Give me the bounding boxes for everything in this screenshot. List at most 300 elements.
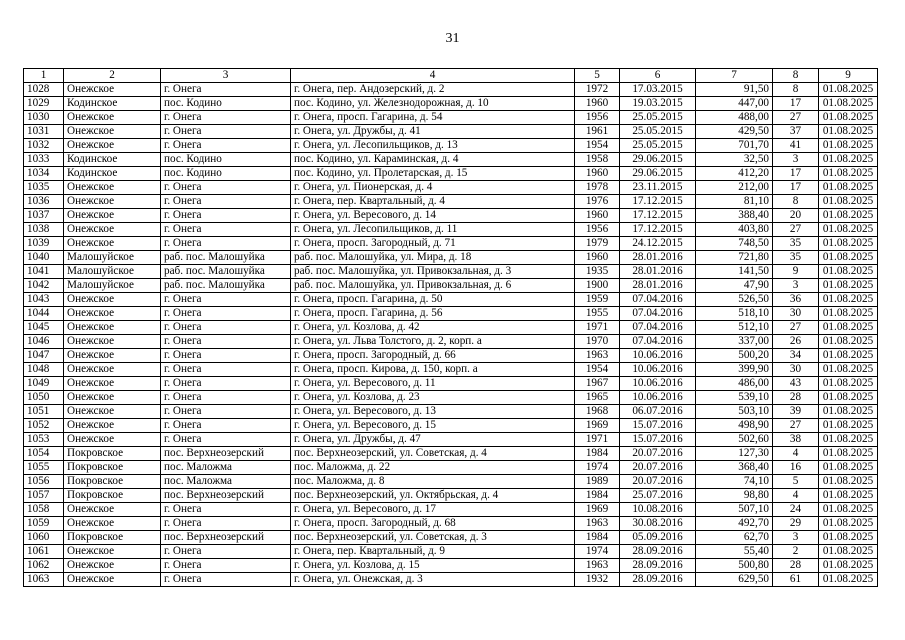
municipality-cell: Онежское: [64, 335, 161, 349]
recognition-date-cell: 05.09.2016: [620, 531, 696, 545]
locality-cell: г. Онега: [161, 391, 291, 405]
municipality-cell: Покровское: [64, 447, 161, 461]
table-row: [24, 461, 878, 475]
area-cell: 212,00: [696, 181, 773, 195]
table-row: [24, 167, 878, 181]
residents-count-cell: 30: [773, 363, 819, 377]
table-row: [24, 545, 878, 559]
recognition-date-cell: 28.09.2016: [620, 545, 696, 559]
address-cell: раб. пос. Малошуйка, ул. Привокзальная, д. 3: [291, 265, 575, 279]
locality-cell: г. Онега: [161, 195, 291, 209]
record-number-cell: 1045: [24, 321, 64, 335]
locality-cell: г. Онега: [161, 503, 291, 517]
deadline-date-cell: 01.08.2025: [819, 139, 878, 153]
deadline-date-cell: 01.08.2025: [819, 321, 878, 335]
year-built-cell: 1967: [575, 377, 620, 391]
record-number-cell: 1046: [24, 335, 64, 349]
table-row: [24, 349, 878, 363]
address-cell: г. Онега, просп. Загородный, д. 71: [291, 237, 575, 251]
record-number-cell: 1040: [24, 251, 64, 265]
municipality-cell: Малошуйское: [64, 251, 161, 265]
locality-cell: г. Онега: [161, 335, 291, 349]
year-built-cell: 1960: [575, 97, 620, 111]
recognition-date-cell: 25.05.2015: [620, 125, 696, 139]
residents-count-cell: 27: [773, 419, 819, 433]
deadline-date-cell: 01.08.2025: [819, 279, 878, 293]
year-built-cell: 1978: [575, 181, 620, 195]
deadline-date-cell: 01.08.2025: [819, 167, 878, 181]
area-cell: 368,40: [696, 461, 773, 475]
address-cell: г. Онега, просп. Загородный, д. 68: [291, 517, 575, 531]
year-built-cell: 1960: [575, 251, 620, 265]
locality-cell: г. Онега: [161, 377, 291, 391]
table-row: [24, 335, 878, 349]
record-number-cell: 1043: [24, 293, 64, 307]
residents-count-cell: 16: [773, 461, 819, 475]
address-cell: г. Онега, ул. Козлова, д. 15: [291, 559, 575, 573]
column-header: 7: [696, 69, 773, 83]
deadline-date-cell: 01.08.2025: [819, 503, 878, 517]
area-cell: 447,00: [696, 97, 773, 111]
recognition-date-cell: 07.04.2016: [620, 321, 696, 335]
table-row: [24, 475, 878, 489]
year-built-cell: 1954: [575, 139, 620, 153]
locality-cell: г. Онега: [161, 405, 291, 419]
recognition-date-cell: 28.01.2016: [620, 265, 696, 279]
recognition-date-cell: 07.04.2016: [620, 335, 696, 349]
recognition-date-cell: 25.05.2015: [620, 139, 696, 153]
area-cell: 403,80: [696, 223, 773, 237]
residents-count-cell: 2: [773, 545, 819, 559]
page-number: 31: [445, 31, 460, 46]
table-row: [24, 307, 878, 321]
address-cell: пос. Кодино, ул. Железнодорожная, д. 10: [291, 97, 575, 111]
record-number-cell: 1053: [24, 433, 64, 447]
recognition-date-cell: 20.07.2016: [620, 475, 696, 489]
residents-count-cell: 26: [773, 335, 819, 349]
record-number-cell: 1041: [24, 265, 64, 279]
area-cell: 47,90: [696, 279, 773, 293]
recognition-date-cell: 25.07.2016: [620, 489, 696, 503]
municipality-cell: Кодинское: [64, 167, 161, 181]
municipality-cell: Онежское: [64, 181, 161, 195]
year-built-cell: 1974: [575, 545, 620, 559]
locality-cell: пос. Кодино: [161, 97, 291, 111]
municipality-cell: Малошуйское: [64, 265, 161, 279]
table-row: [24, 503, 878, 517]
municipality-cell: Онежское: [64, 293, 161, 307]
residents-count-cell: 34: [773, 349, 819, 363]
area-cell: 498,90: [696, 419, 773, 433]
address-cell: г. Онега, ул. Вересового, д. 15: [291, 419, 575, 433]
municipality-cell: Онежское: [64, 83, 161, 97]
record-number-cell: 1035: [24, 181, 64, 195]
table-row: [24, 559, 878, 573]
table-row: [24, 377, 878, 391]
municipality-cell: Покровское: [64, 531, 161, 545]
residents-count-cell: 35: [773, 251, 819, 265]
residents-count-cell: 35: [773, 237, 819, 251]
residents-count-cell: 43: [773, 377, 819, 391]
year-built-cell: 1972: [575, 83, 620, 97]
header-row: [24, 69, 878, 83]
year-built-cell: 1989: [575, 475, 620, 489]
deadline-date-cell: 01.08.2025: [819, 531, 878, 545]
municipality-cell: Онежское: [64, 195, 161, 209]
address-cell: г. Онега, просп. Гагарина, д. 54: [291, 111, 575, 125]
deadline-date-cell: 01.08.2025: [819, 111, 878, 125]
housing-register-table: [23, 68, 878, 587]
deadline-date-cell: 01.08.2025: [819, 573, 878, 587]
residents-count-cell: 9: [773, 265, 819, 279]
residents-count-cell: 3: [773, 531, 819, 545]
record-number-cell: 1033: [24, 153, 64, 167]
municipality-cell: Онежское: [64, 209, 161, 223]
deadline-date-cell: 01.08.2025: [819, 97, 878, 111]
table-row: [24, 447, 878, 461]
table-row: [24, 139, 878, 153]
municipality-cell: Кодинское: [64, 97, 161, 111]
column-header: 4: [291, 69, 575, 83]
recognition-date-cell: 17.03.2015: [620, 83, 696, 97]
record-number-cell: 1039: [24, 237, 64, 251]
municipality-cell: Онежское: [64, 223, 161, 237]
residents-count-cell: 24: [773, 503, 819, 517]
deadline-date-cell: 01.08.2025: [819, 391, 878, 405]
record-number-cell: 1032: [24, 139, 64, 153]
residents-count-cell: 17: [773, 97, 819, 111]
locality-cell: г. Онега: [161, 363, 291, 377]
recognition-date-cell: 10.06.2016: [620, 363, 696, 377]
municipality-cell: Онежское: [64, 363, 161, 377]
municipality-cell: Онежское: [64, 503, 161, 517]
year-built-cell: 1963: [575, 349, 620, 363]
deadline-date-cell: 01.08.2025: [819, 349, 878, 363]
table-row: [24, 111, 878, 125]
recognition-date-cell: 28.09.2016: [620, 559, 696, 573]
residents-count-cell: 28: [773, 391, 819, 405]
recognition-date-cell: 20.07.2016: [620, 447, 696, 461]
area-cell: 502,60: [696, 433, 773, 447]
recognition-date-cell: 10.08.2016: [620, 503, 696, 517]
locality-cell: г. Онега: [161, 223, 291, 237]
area-cell: 512,10: [696, 321, 773, 335]
address-cell: г. Онега, ул. Вересового, д. 17: [291, 503, 575, 517]
recognition-date-cell: 17.12.2015: [620, 209, 696, 223]
year-built-cell: 1971: [575, 321, 620, 335]
table-row: [24, 181, 878, 195]
record-number-cell: 1057: [24, 489, 64, 503]
municipality-cell: Покровское: [64, 475, 161, 489]
table-row: [24, 279, 878, 293]
year-built-cell: 1984: [575, 447, 620, 461]
residents-count-cell: 27: [773, 223, 819, 237]
locality-cell: г. Онега: [161, 349, 291, 363]
column-header: 2: [64, 69, 161, 83]
locality-cell: г. Онега: [161, 517, 291, 531]
deadline-date-cell: 01.08.2025: [819, 489, 878, 503]
municipality-cell: Онежское: [64, 517, 161, 531]
address-cell: г. Онега, просп. Кирова, д. 150, корп. а: [291, 363, 575, 377]
residents-count-cell: 4: [773, 447, 819, 461]
column-header: 9: [819, 69, 878, 83]
year-built-cell: 1970: [575, 335, 620, 349]
year-built-cell: 1954: [575, 363, 620, 377]
residents-count-cell: 3: [773, 153, 819, 167]
table-row: [24, 251, 878, 265]
area-cell: 486,00: [696, 377, 773, 391]
residents-count-cell: 61: [773, 573, 819, 587]
area-cell: 500,20: [696, 349, 773, 363]
locality-cell: раб. пос. Малошуйка: [161, 251, 291, 265]
locality-cell: пос. Верхнеозерский: [161, 489, 291, 503]
address-cell: г. Онега, ул. Лесопильщиков, д. 11: [291, 223, 575, 237]
area-cell: 55,40: [696, 545, 773, 559]
locality-cell: г. Онега: [161, 111, 291, 125]
residents-count-cell: 8: [773, 83, 819, 97]
area-cell: 507,10: [696, 503, 773, 517]
locality-cell: раб. пос. Малошуйка: [161, 279, 291, 293]
table-body: [24, 83, 878, 587]
deadline-date-cell: 01.08.2025: [819, 307, 878, 321]
address-cell: г. Онега, ул. Вересового, д. 13: [291, 405, 575, 419]
residents-count-cell: 37: [773, 125, 819, 139]
recognition-date-cell: 25.05.2015: [620, 111, 696, 125]
recognition-date-cell: 10.06.2016: [620, 377, 696, 391]
address-cell: г. Онега, просп. Гагарина, д. 56: [291, 307, 575, 321]
municipality-cell: Покровское: [64, 489, 161, 503]
record-number-cell: 1029: [24, 97, 64, 111]
deadline-date-cell: 01.08.2025: [819, 335, 878, 349]
area-cell: 526,50: [696, 293, 773, 307]
address-cell: раб. пос. Малошуйка, ул. Мира, д. 18: [291, 251, 575, 265]
deadline-date-cell: 01.08.2025: [819, 419, 878, 433]
municipality-cell: Онежское: [64, 433, 161, 447]
residents-count-cell: 28: [773, 559, 819, 573]
deadline-date-cell: 01.08.2025: [819, 195, 878, 209]
address-cell: г. Онега, ул. Лесопильщиков, д. 13: [291, 139, 575, 153]
municipality-cell: Онежское: [64, 321, 161, 335]
recognition-date-cell: 28.01.2016: [620, 279, 696, 293]
year-built-cell: 1974: [575, 461, 620, 475]
year-built-cell: 1971: [575, 433, 620, 447]
locality-cell: г. Онега: [161, 83, 291, 97]
column-header: 8: [773, 69, 819, 83]
recognition-date-cell: 23.11.2015: [620, 181, 696, 195]
area-cell: 492,70: [696, 517, 773, 531]
record-number-cell: 1038: [24, 223, 64, 237]
table-row: [24, 419, 878, 433]
record-number-cell: 1059: [24, 517, 64, 531]
residents-count-cell: 38: [773, 433, 819, 447]
locality-cell: г. Онега: [161, 237, 291, 251]
area-cell: 539,10: [696, 391, 773, 405]
table-row: [24, 153, 878, 167]
address-cell: пос. Кодино, ул. Пролетарская, д. 15: [291, 167, 575, 181]
record-number-cell: 1056: [24, 475, 64, 489]
deadline-date-cell: 01.08.2025: [819, 461, 878, 475]
table-row: [24, 531, 878, 545]
deadline-date-cell: 01.08.2025: [819, 153, 878, 167]
column-header: 3: [161, 69, 291, 83]
deadline-date-cell: 01.08.2025: [819, 209, 878, 223]
area-cell: 721,80: [696, 251, 773, 265]
record-number-cell: 1044: [24, 307, 64, 321]
deadline-date-cell: 01.08.2025: [819, 517, 878, 531]
municipality-cell: Онежское: [64, 377, 161, 391]
address-cell: г. Онега, ул. Вересового, д. 14: [291, 209, 575, 223]
record-number-cell: 1052: [24, 419, 64, 433]
year-built-cell: 1968: [575, 405, 620, 419]
recognition-date-cell: 28.01.2016: [620, 251, 696, 265]
record-number-cell: 1061: [24, 545, 64, 559]
address-cell: г. Онега, ул. Вересового, д. 11: [291, 377, 575, 391]
record-number-cell: 1060: [24, 531, 64, 545]
recognition-date-cell: 20.07.2016: [620, 461, 696, 475]
record-number-cell: 1049: [24, 377, 64, 391]
deadline-date-cell: 01.08.2025: [819, 545, 878, 559]
deadline-date-cell: 01.08.2025: [819, 377, 878, 391]
recognition-date-cell: 29.06.2015: [620, 153, 696, 167]
address-cell: г. Онега, ул. Дружбы, д. 41: [291, 125, 575, 139]
address-cell: г. Онега, просп. Загородный, д. 66: [291, 349, 575, 363]
municipality-cell: Онежское: [64, 405, 161, 419]
locality-cell: г. Онега: [161, 433, 291, 447]
area-cell: 91,50: [696, 83, 773, 97]
table-row: [24, 83, 878, 97]
address-cell: г. Онега, просп. Гагарина, д. 50: [291, 293, 575, 307]
residents-count-cell: 30: [773, 307, 819, 321]
address-cell: пос. Кодино, ул. Караминская, д. 4: [291, 153, 575, 167]
year-built-cell: 1960: [575, 209, 620, 223]
column-header: 5: [575, 69, 620, 83]
locality-cell: пос. Верхнеозерский: [161, 447, 291, 461]
municipality-cell: Онежское: [64, 559, 161, 573]
year-built-cell: 1976: [575, 195, 620, 209]
residents-count-cell: 3: [773, 279, 819, 293]
table-row: [24, 265, 878, 279]
deadline-date-cell: 01.08.2025: [819, 237, 878, 251]
year-built-cell: 1961: [575, 125, 620, 139]
year-built-cell: 1959: [575, 293, 620, 307]
record-number-cell: 1031: [24, 125, 64, 139]
year-built-cell: 1955: [575, 307, 620, 321]
area-cell: 388,40: [696, 209, 773, 223]
area-cell: 32,50: [696, 153, 773, 167]
locality-cell: г. Онега: [161, 559, 291, 573]
residents-count-cell: 4: [773, 489, 819, 503]
residents-count-cell: 27: [773, 111, 819, 125]
locality-cell: г. Онега: [161, 181, 291, 195]
record-number-cell: 1030: [24, 111, 64, 125]
address-cell: г. Онега, пер. Андозерский, д. 2: [291, 83, 575, 97]
year-built-cell: 1963: [575, 517, 620, 531]
year-built-cell: 1956: [575, 111, 620, 125]
record-number-cell: 1055: [24, 461, 64, 475]
residents-count-cell: 17: [773, 181, 819, 195]
residents-count-cell: 17: [773, 167, 819, 181]
municipality-cell: Онежское: [64, 391, 161, 405]
table-row: [24, 391, 878, 405]
deadline-date-cell: 01.08.2025: [819, 83, 878, 97]
locality-cell: раб. пос. Малошуйка: [161, 265, 291, 279]
municipality-cell: Онежское: [64, 419, 161, 433]
year-built-cell: 1963: [575, 559, 620, 573]
recognition-date-cell: 06.07.2016: [620, 405, 696, 419]
locality-cell: г. Онега: [161, 573, 291, 587]
year-built-cell: 1960: [575, 167, 620, 181]
recognition-date-cell: 10.06.2016: [620, 391, 696, 405]
recognition-date-cell: 15.07.2016: [620, 433, 696, 447]
record-number-cell: 1054: [24, 447, 64, 461]
area-cell: 399,90: [696, 363, 773, 377]
table-row: [24, 363, 878, 377]
recognition-date-cell: 30.08.2016: [620, 517, 696, 531]
table-row: [24, 489, 878, 503]
address-cell: пос. Маложма, д. 8: [291, 475, 575, 489]
table-row: [24, 321, 878, 335]
area-cell: 81,10: [696, 195, 773, 209]
year-built-cell: 1969: [575, 419, 620, 433]
residents-count-cell: 41: [773, 139, 819, 153]
deadline-date-cell: 01.08.2025: [819, 223, 878, 237]
area-cell: 500,80: [696, 559, 773, 573]
address-cell: раб. пос. Малошуйка, ул. Привокзальная, д. 6: [291, 279, 575, 293]
record-number-cell: 1036: [24, 195, 64, 209]
recognition-date-cell: 15.07.2016: [620, 419, 696, 433]
area-cell: 518,10: [696, 307, 773, 321]
recognition-date-cell: 28.09.2016: [620, 573, 696, 587]
record-number-cell: 1063: [24, 573, 64, 587]
locality-cell: пос. Кодино: [161, 153, 291, 167]
area-cell: 74,10: [696, 475, 773, 489]
deadline-date-cell: 01.08.2025: [819, 447, 878, 461]
residents-count-cell: 29: [773, 517, 819, 531]
address-cell: г. Онега, ул. Онежская, д. 3: [291, 573, 575, 587]
record-number-cell: 1034: [24, 167, 64, 181]
table-row: [24, 97, 878, 111]
year-built-cell: 1965: [575, 391, 620, 405]
area-cell: 62,70: [696, 531, 773, 545]
record-number-cell: 1028: [24, 83, 64, 97]
table-row: [24, 223, 878, 237]
column-header: 6: [620, 69, 696, 83]
record-number-cell: 1062: [24, 559, 64, 573]
table-row: [24, 195, 878, 209]
address-cell: г. Онега, пер. Квартальный, д. 9: [291, 545, 575, 559]
address-cell: пос. Маложма, д. 22: [291, 461, 575, 475]
area-cell: 488,00: [696, 111, 773, 125]
locality-cell: г. Онега: [161, 321, 291, 335]
locality-cell: г. Онега: [161, 139, 291, 153]
record-number-cell: 1048: [24, 363, 64, 377]
recognition-date-cell: 07.04.2016: [620, 293, 696, 307]
municipality-cell: Онежское: [64, 307, 161, 321]
year-built-cell: 1979: [575, 237, 620, 251]
residents-count-cell: 39: [773, 405, 819, 419]
year-built-cell: 1969: [575, 503, 620, 517]
record-number-cell: 1050: [24, 391, 64, 405]
area-cell: 127,30: [696, 447, 773, 461]
deadline-date-cell: 01.08.2025: [819, 475, 878, 489]
table-row: [24, 125, 878, 139]
table-row: [24, 573, 878, 587]
locality-cell: пос. Маложма: [161, 475, 291, 489]
locality-cell: пос. Маложма: [161, 461, 291, 475]
address-cell: г. Онега, ул. Козлова, д. 42: [291, 321, 575, 335]
locality-cell: г. Онега: [161, 293, 291, 307]
municipality-cell: Онежское: [64, 545, 161, 559]
